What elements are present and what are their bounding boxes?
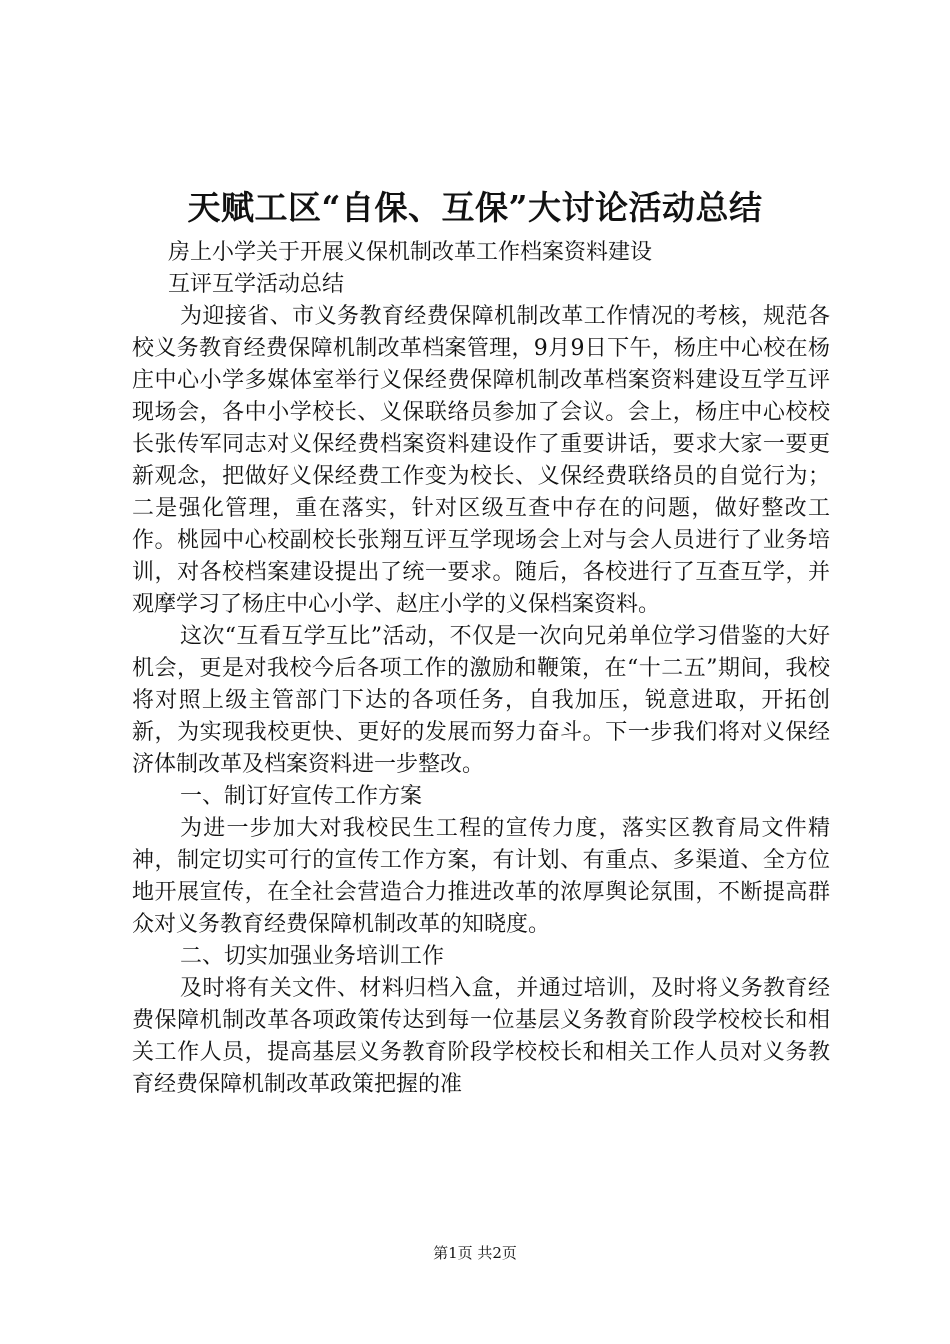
paragraph: 为进一步加大对我校民生工程的宣传力度，落实区教育局文件精神，制定切实可行的宣传工作方案，有计划、有重点、多渠道、全方位地开展宣传，在全社会营造合力推进改革的浓厚舆论氛围，不断提高群众对义务教育经费保障机制改革的知晓度。	[132, 816, 830, 937]
subtitle-line-1: 房上小学关于开展义保机制改革工作档案资料建设	[168, 240, 653, 265]
section-heading: 一、制订好宣传工作方案	[180, 784, 423, 809]
document-body	[132, 237, 830, 1101]
document-title: 天赋工区“自保、互保”大讨论活动总结	[187, 188, 763, 227]
paragraph: 这次“互看互学互比”活动，不仅是一次向兄弟单位学习借鉴的大好机会，更是对我校今后各项工作的激励和鞭策，在“十二五”期间，我校将对照上级主管部门下达的各项任务，自我加压，锐意进取，开拓创新，为实现我校更快、更好的发展而努力奋斗。下一步我们将对义保经济体制改革及档案资料进一步整改。	[132, 624, 830, 777]
paragraph: 为迎接省、市义务教育经费保障机制改革工作情况的考核，规范各校义务教育经费保障机制改革档案管理，9月9日下午，杨庄中心校在杨庄中心小学多媒体室举行义保经费保障机制改革档案资料建设互学互评现场会，各中小学校长、义保联络员参加了会议。会上，杨庄中心校校长张传军同志对义保经费档案资料建设作了重要讲话，要求大家一要更新观念，把做好义保经费工作变为校长、义保经费联络员的自觉行为；二是强化管理，重在落实，针对区级互查中存在的问题，做好整改工作。桃园中心校副校长张翔互评互学现场会上对与会人员进行了业务培训，对各校档案建设提出了统一要求。随后，各校进行了互查互学，并观摩学习了杨庄中心小学、赵庄小学的义保档案资料。	[132, 304, 830, 617]
paragraph: 及时将有关文件、材料归档入盒，并通过培训，及时将义务教育经费保障机制改革各项政策传达到每一位基层义务教育阶段学校校长和相关工作人员，提高基层义务教育阶段学校校长和相关工作人员对义务教育经费保障机制改革政策把握的准	[132, 976, 830, 1097]
subtitle-line-2: 互评互学活动总结	[168, 272, 345, 297]
page-footer: 第1页 共2页	[433, 1244, 517, 1262]
section-heading: 二、切实加强业务培训工作	[180, 944, 445, 969]
